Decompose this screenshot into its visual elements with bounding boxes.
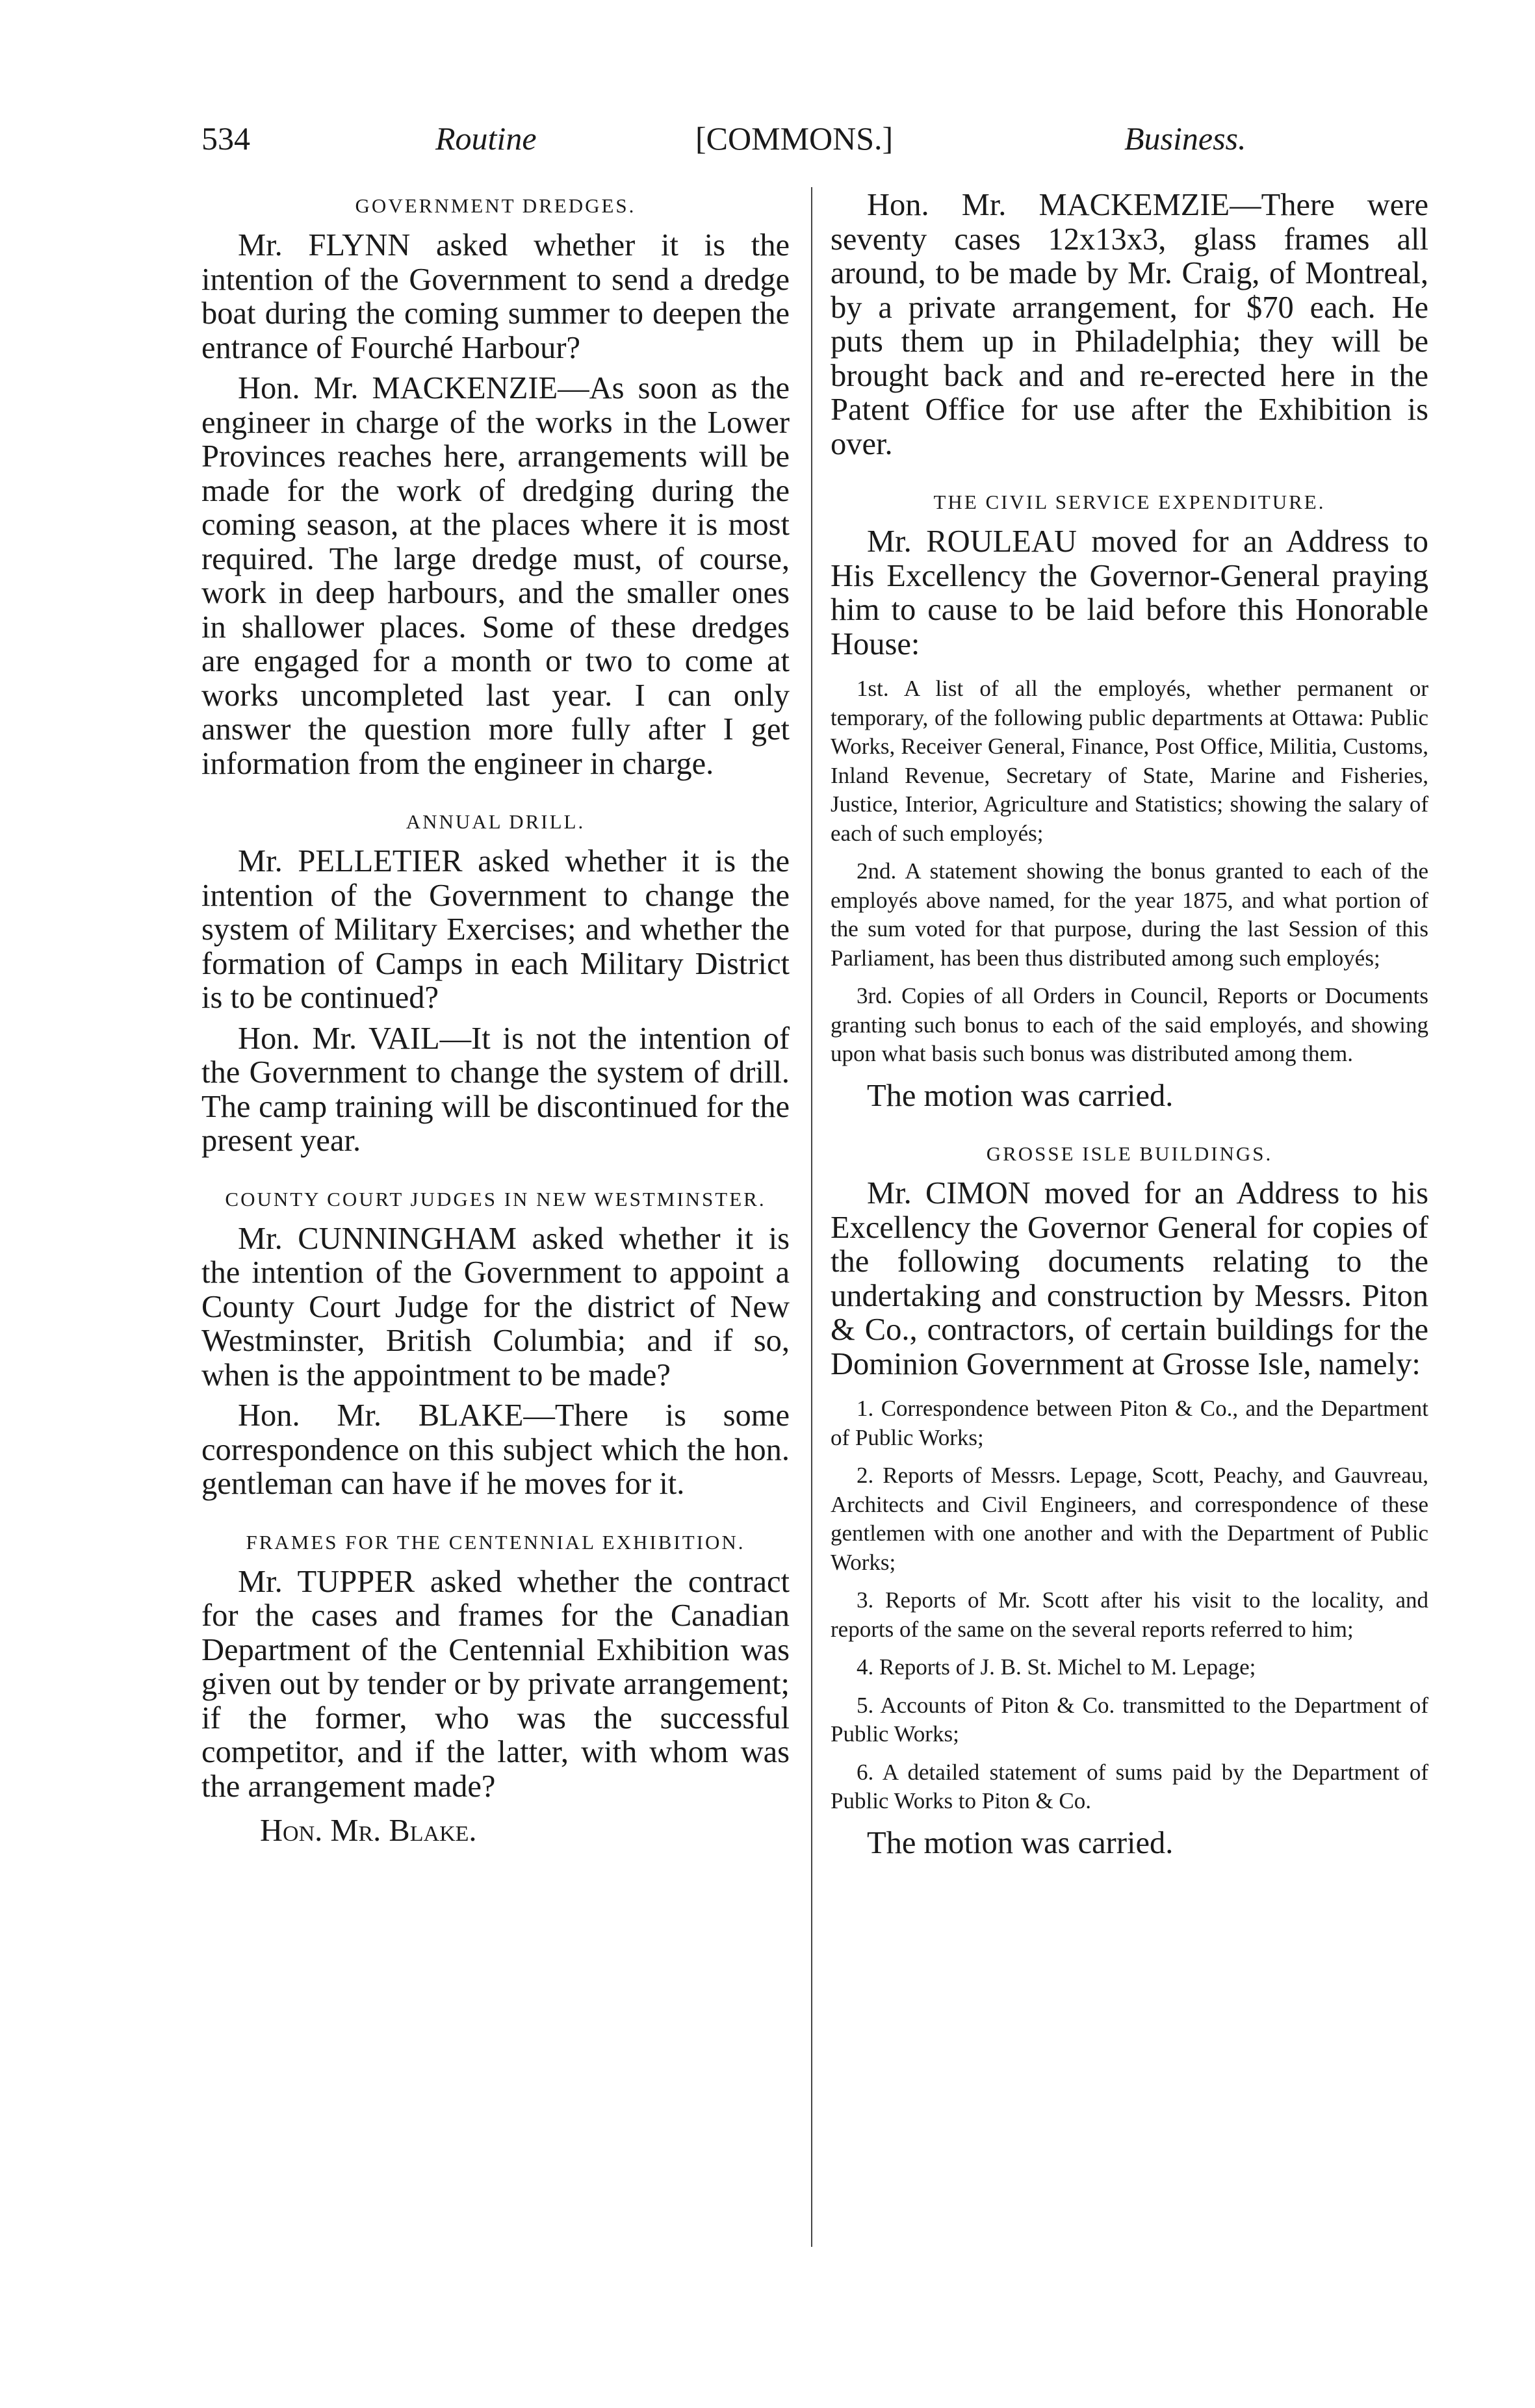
motion-result: The motion was carried. — [867, 1825, 1174, 1860]
column-divider — [811, 187, 812, 2247]
list-item: 1st. A list of all the employés, whether permanent or temporary, of the following public departments at Ottawa: Public Works, Receiver General, Finance, Post Office, Militia, Customs, Inland Revenue, Secretary of State, Marine and Fisheries, Justice, Interior, Agriculture and Statistics; showing the salary of each of such employés; — [831, 676, 1428, 846]
left-column — [201, 188, 790, 1849]
header-right: Business. — [1124, 120, 1246, 157]
paragraph-cimon-motion: Mr. CIMON moved for an Address to his Excellency the Governor General for copies of the following documents relating to the undertaking and construction by Messrs. Piton & Co., contractors, of certain buildings for the Dominion Government at Grosse Isle, namely: — [831, 1176, 1428, 1381]
motion-result: The motion was carried. — [867, 1078, 1174, 1113]
section-heading-county-court-judges: COUNTY COURT JUDGES IN NEW WESTMINSTER. — [225, 1187, 766, 1210]
paragraph-mackenzie-answer: Hon. Mr. MACKENZIE—As soon as the engineer in charge of the works in the Lower Provinces reaches here, arrangements will be made for the work of dredging during the coming season, at the places where it is most required. The large dredge must, of course, work in deep harbours, and the smaller ones in shallower places. Some of these dredges are engaged for a month or two to come at works uncompleted last year. I can only answer the question more fully after I get information from the engineer in charge. — [201, 371, 790, 781]
paragraph-tupper-question: Mr. TUPPER asked whether the contract for the cases and frames for the Canadian Department of the Centennial Exhibition was given out by tender or by private arrangement; if the former, who was the successful competitor, and if the latter, with whom was the arrangement made? — [201, 1564, 790, 1804]
paragraph-cunningham-question: Mr. CUNNINGHAM asked whether it is the intention of the Government to appoint a County Court Judge for the district of New Westminster, British Columbia; and if so, when is the appointment to be made? — [201, 1221, 790, 1392]
section-heading-government-dredges: GOVERNMENT DREDGES. — [355, 194, 636, 217]
paragraph-vail-answer: Hon. Mr. VAIL—It is not the intention of the Government to change the system of drill. The camp training will be discontinued for the present year. — [201, 1021, 790, 1158]
section-heading-annual-drill: ANNUAL DRILL. — [406, 810, 586, 833]
running-header — [201, 116, 1267, 161]
list-item: 2nd. A statement showing the bonus granted to each of the employés above named, for the year 1875, and what portion of the sum voted for that purpose, during the last Session of this Parliament, has been thus distributed among such employés; — [831, 858, 1428, 971]
list-item: 3rd. Copies of all Orders in Council, Reports or Documents granting such bonus to each of the said employés, and showing upon what basis such bonus was distributed among them. — [831, 983, 1428, 1066]
paragraph-pelletier-question: Mr. PELLETIER asked whether it is the intention of the Government to change the system of Military Exercises; and whether the formation of Camps in each Military District is to be continued? — [201, 844, 790, 1015]
paragraph-mackemzie-answer: Hon. Mr. MACKEMZIE—There were seventy cases 12x13x3, glass frames all around, to be made by Mr. Craig, of Montreal, by a private arrangement, for $70 each. He puts them up in Philadelphia; they will be brought back and and re-erected here in the Patent Office for use after the Exhibition is over. — [831, 188, 1428, 461]
header-left: Routine — [435, 120, 537, 157]
list-item: 2. Reports of Messrs. Lepage, Scott, Peachy, and Gauvreau, Architects and Civil Engineers, and correspondence of these gentlemen with one another and with the Department of Public Works; — [831, 1463, 1428, 1575]
page-number: 534 — [201, 120, 250, 157]
list-item: 6. A detailed statement of sums paid by the Department of Public Works to Piton & Co. — [831, 1759, 1428, 1813]
paragraph-flynn-question: Mr. FLYNN asked whether it is the intention of the Government to send a dredge boat during the coming summer to deepen the entrance of Fourché Harbour? — [201, 228, 790, 365]
paragraph-rouleau-motion: Mr. ROULEAU moved for an Address to His Excellency the Governor-General praying him to cause to be laid before this Honorable House: — [831, 524, 1428, 661]
speaker-attribution: Hon. Mr. Blake. — [260, 1813, 477, 1848]
list-item: 5. Accounts of Piton & Co. transmitted to the Department of Public Works; — [831, 1692, 1428, 1747]
list-item: 3. Reports of Mr. Scott after his visit to the locality, and reports of the same on the several reports referred to him; — [831, 1587, 1428, 1642]
paragraph-blake-answer: Hon. Mr. BLAKE—There is some correspondence on this subject which the hon. gentleman can have if he moves for it. — [201, 1398, 790, 1501]
list-item: 1. Correspondence between Piton & Co., and the Department of Public Works; — [831, 1396, 1428, 1450]
header-center: [COMMONS.] — [695, 120, 894, 157]
list-item: 4. Reports of J. B. St. Michel to M. Lepage; — [857, 1654, 1256, 1680]
right-column — [831, 188, 1428, 1860]
section-heading-civil-service: THE CIVIL SERVICE EXPENDITURE. — [933, 491, 1326, 513]
section-heading-grosse-isle: GROSSE ISLE BUILDINGS. — [986, 1142, 1273, 1165]
section-heading-centennial-frames: FRAMES FOR THE CENTENNIAL EXHIBITION. — [246, 1530, 745, 1554]
